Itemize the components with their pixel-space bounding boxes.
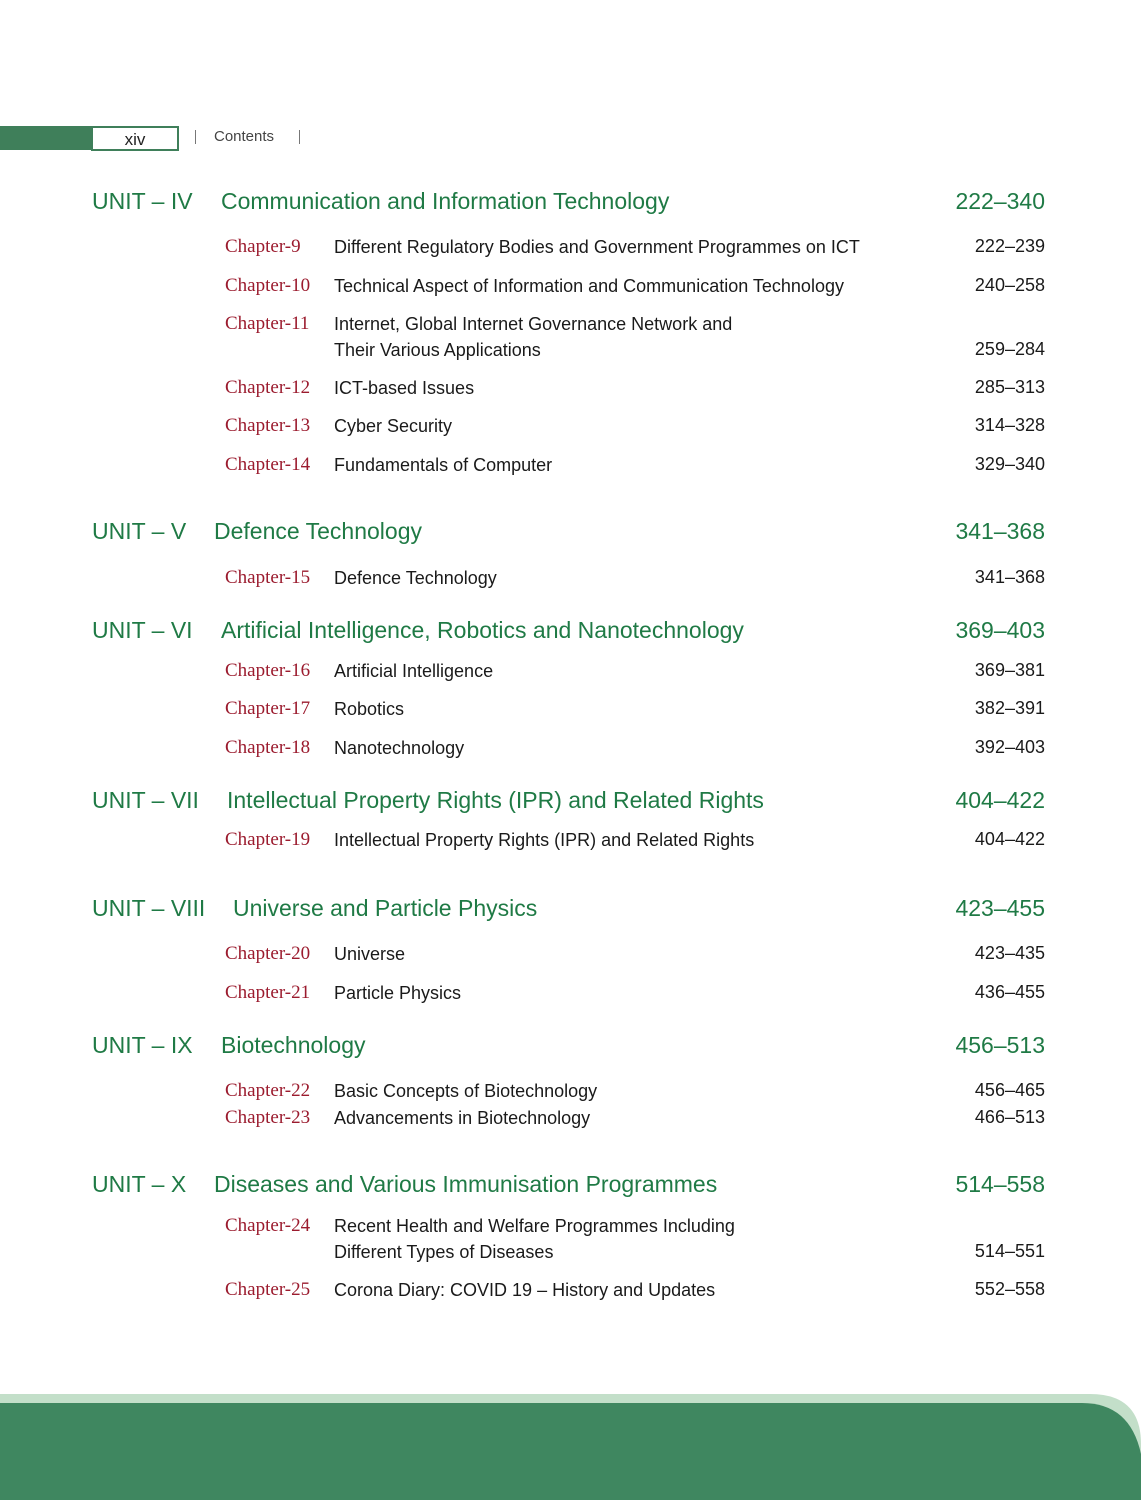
header-divider-right: [299, 130, 300, 144]
unit-title[interactable]: Artificial Intelligence, Robotics and Nanotechnology: [221, 617, 744, 643]
unit-title[interactable]: Universe and Particle Physics: [233, 895, 538, 921]
chapter-pages: 285–313: [974, 377, 1045, 397]
unit-title[interactable]: Intellectual Property Rights (IPR) and Related Rights: [227, 787, 764, 813]
unit-pages: 404–422: [955, 787, 1045, 813]
chapter-pages: 341–368: [974, 567, 1045, 587]
chapter-label: Chapter-24: [225, 1215, 311, 1236]
unit-pages: 341–368: [955, 518, 1045, 544]
chapter-title[interactable]: Basic Concepts of Biotechnology: [334, 1081, 598, 1101]
chapter-title[interactable]: Recent Health and Welfare Programmes Including: [334, 1216, 735, 1236]
chapter-title[interactable]: Different Regulatory Bodies and Government Programmes on ICT: [334, 237, 860, 257]
unit-title[interactable]: Diseases and Various Immunisation Programmes: [214, 1171, 718, 1197]
header-divider-left: [195, 130, 196, 144]
chapter-label: Chapter-25: [225, 1279, 311, 1300]
chapter-label: Chapter-20: [225, 943, 311, 964]
header-section-title: Contents: [214, 128, 275, 145]
chapter-label: Chapter-15: [225, 567, 311, 588]
chapter-label: Chapter-23: [225, 1107, 311, 1128]
chapter-title[interactable]: Robotics: [334, 699, 405, 719]
chapter-title[interactable]: Intellectual Property Rights (IPR) and Related Rights: [334, 830, 755, 850]
chapter-pages: 552–558: [974, 1279, 1045, 1299]
chapter-pages: 314–328: [974, 415, 1045, 435]
unit-pages: 369–403: [955, 617, 1045, 643]
chapter-pages: 514–551: [974, 1241, 1045, 1261]
chapter-title[interactable]: Artificial Intelligence: [334, 661, 494, 681]
header-accent-bar: [0, 126, 92, 150]
chapter-pages: 369–381: [974, 660, 1045, 680]
unit-pages: 423–455: [955, 895, 1045, 921]
unit-label: UNIT – X: [92, 1171, 187, 1197]
chapter-label: Chapter-21: [225, 982, 311, 1003]
chapter-title[interactable]: Technical Aspect of Information and Communication Technology: [334, 276, 844, 296]
chapter-pages: 392–403: [974, 737, 1045, 757]
chapter-title[interactable]: ICT-based Issues: [334, 378, 475, 398]
chapter-pages: 382–391: [974, 698, 1045, 718]
chapter-title-line2[interactable]: Their Various Applications: [334, 340, 541, 360]
unit-label: UNIT – V: [92, 518, 187, 544]
chapter-label: Chapter-10: [225, 275, 311, 296]
chapter-title[interactable]: Fundamentals of Computer: [334, 455, 553, 475]
unit-label: UNIT – IX: [92, 1032, 193, 1058]
chapter-label: Chapter-22: [225, 1080, 311, 1101]
chapter-title[interactable]: Cyber Security: [334, 416, 453, 436]
chapter-pages: 404–422: [974, 829, 1045, 849]
unit-title[interactable]: Defence Technology: [214, 518, 422, 544]
unit-label: UNIT – VII: [92, 787, 199, 813]
chapter-title[interactable]: Nanotechnology: [334, 738, 465, 758]
chapter-label: Chapter-11: [225, 313, 310, 334]
chapter-label: Chapter-19: [225, 829, 311, 850]
footer-band: [0, 1394, 1141, 1500]
chapter-label: Chapter-14: [225, 454, 311, 475]
chapter-pages: 456–465: [974, 1080, 1045, 1100]
chapter-pages: 329–340: [974, 454, 1045, 474]
chapter-title[interactable]: Corona Diary: COVID 19 – History and Updates: [334, 1280, 716, 1300]
unit-label: UNIT – VI: [92, 617, 193, 643]
page-number: xiv: [91, 126, 179, 151]
unit-pages: 456–513: [955, 1032, 1045, 1058]
chapter-label: Chapter-16: [225, 660, 311, 681]
chapter-title[interactable]: Defence Technology: [334, 568, 497, 588]
unit-title[interactable]: Biotechnology: [221, 1032, 366, 1058]
chapter-label: Chapter-9: [225, 236, 301, 257]
chapter-pages: 466–513: [974, 1107, 1045, 1127]
chapter-title[interactable]: Universe: [334, 944, 406, 964]
unit-label: UNIT – IV: [92, 188, 193, 214]
chapter-title[interactable]: Particle Physics: [334, 983, 462, 1003]
chapter-pages: 259–284: [974, 339, 1045, 359]
chapter-pages: 423–435: [974, 943, 1045, 963]
unit-pages: 514–558: [955, 1171, 1045, 1197]
chapter-pages: 222–239: [974, 236, 1045, 256]
chapter-label: Chapter-17: [225, 698, 311, 719]
chapter-label: Chapter-18: [225, 737, 311, 758]
chapter-title[interactable]: Internet, Global Internet Governance Network and: [334, 314, 733, 334]
chapter-pages: 240–258: [974, 275, 1045, 295]
unit-label: UNIT – VIII: [92, 895, 206, 921]
unit-title[interactable]: Communication and Information Technology: [221, 188, 670, 214]
chapter-title-line2[interactable]: Different Types of Diseases: [334, 1242, 554, 1262]
chapter-pages: 436–455: [974, 982, 1045, 1002]
chapter-label: Chapter-13: [225, 415, 311, 436]
chapter-label: Chapter-12: [225, 377, 311, 398]
unit-pages: 222–340: [955, 188, 1045, 214]
chapter-title[interactable]: Advancements in Biotechnology: [334, 1108, 591, 1128]
